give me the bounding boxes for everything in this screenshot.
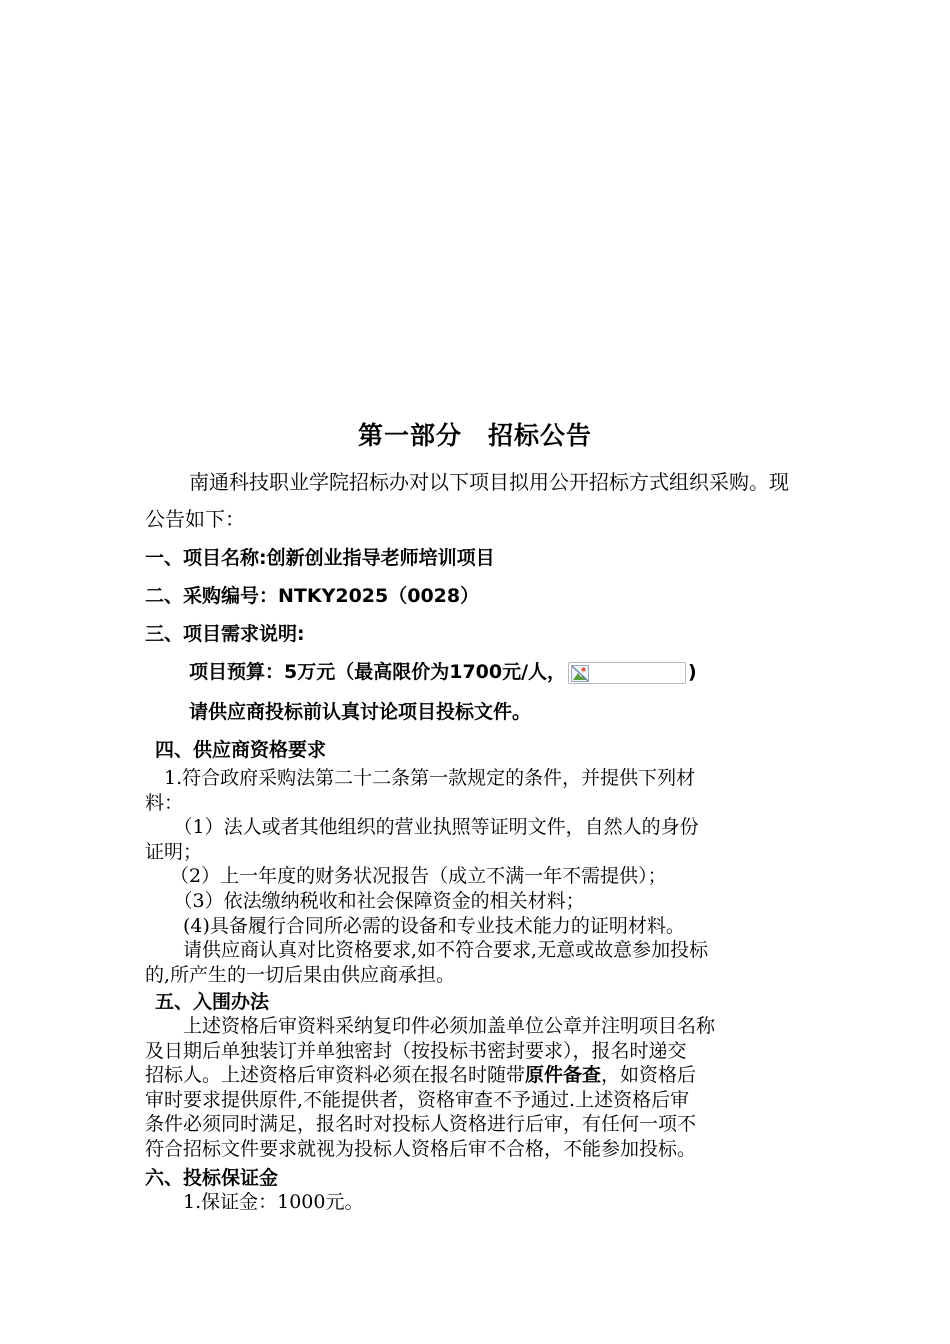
section-qualifications: 四、供应商资格要求 [155,739,327,761]
section-admission-method: 五、入围办法 [155,991,270,1013]
qualification-line: (4)具备履行合同所必需的设备和专业技术能力的证明材料。 [145,914,685,937]
deposit-amount [145,1190,807,1215]
section-project-name: 一、项目名称:创新创业指导老师培训项目 [145,547,495,569]
method-line: 条件必须同时满足，报名时对投标人资格进行后审，有任何一项不 [145,1113,697,1136]
method-line: 符合招标文件要求就视为投标人资格后审不合格，不能参加投标。 [145,1137,697,1160]
budget-close: ) [688,661,697,683]
budget-text: 项目预算：5万元（最高限价为1700元/人， [189,661,567,683]
method-line: 上述资格后审资料采纳复印件必须加盖单位公章并注明项目名称 [145,1015,716,1037]
qualifications-list [145,766,807,987]
method-line: 及日期后单独装订并单独密封（按投标书密封要求），报名时递交 [145,1039,687,1062]
qualification-line: （2）上一年度的财务状况报告（成立不满一年不需提供）； [145,865,667,888]
section-bid-deposit: 六、投标保证金 [145,1167,279,1189]
method-line-text: 招标人。上述资格后审资料必须在报名时随带 [145,1064,526,1087]
budget-line [189,658,851,686]
method-line-text: ，如资格后 [601,1064,697,1087]
original-check-emphasis: 原件备查 [525,1064,602,1087]
qualification-line: 的,所产生的一切后果由供应商承担。 [145,963,456,986]
page-title: 第一部分 招标公告 [357,421,592,450]
broken-image-icon [568,662,686,684]
section-procurement-number: 二、采购编号：NTKY2025（0028） [145,585,480,607]
deposit-line: 1.保证金：1000元。 [145,1191,364,1213]
budget-note: 请供应商投标前认真讨论项目投标文件。 [189,701,532,723]
qualification-line: 1.符合政府采购法第二十二条第一款规定的条件，并提供下列材 [145,767,696,789]
admission-method-text [145,1014,807,1162]
qualification-line: 料： [145,791,184,814]
qualification-line: （1）法人或者其他组织的营业执照等证明文件，自然人的身份 [145,816,699,839]
method-line: 审时要求提供原件,不能提供者，资格审查不予通过.上述资格后审 [145,1088,690,1111]
qualification-line: 证明； [145,840,203,863]
method-line [145,1063,807,1088]
qualification-line: 请供应商认真对比资格要求,如不符合要求,无意或故意参加投标 [145,939,709,962]
qualification-line: （3）依法缴纳税收和社会保障资金的相关材料； [145,889,585,912]
section-requirements: 三、项目需求说明: [145,623,305,645]
intro-paragraph: 南通科技职业学院招标办对以下项目拟用公开招标方式组织采购。现公告如下： [145,470,789,531]
